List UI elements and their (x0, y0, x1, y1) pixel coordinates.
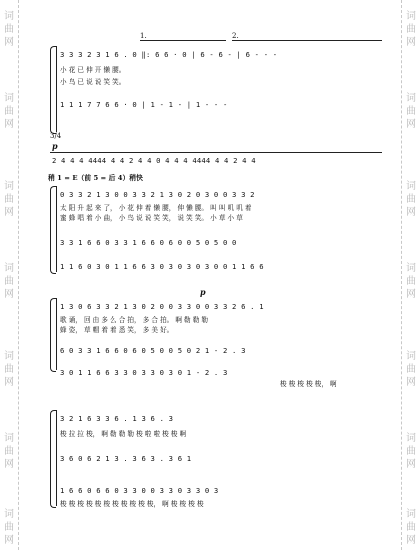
volta-bracket (232, 40, 382, 41)
watermark-block: 词 曲 网 (4, 181, 14, 218)
lyric-line-3: 梭 梭 梭 梭 梭， 啊 (280, 380, 337, 388)
lower-part-notes: 1 6 6 0 6 6 0 3 3 0 0 3 3 0 3 3 0 3 (60, 486, 219, 495)
volta-2-label: 2. (232, 32, 239, 40)
system-barline (56, 186, 57, 272)
watermark-block: 词 曲 网 (4, 263, 14, 300)
lyric-line-2: 蜜 蜂 唱 着 小 曲， 小 鸟 说 说 笑 笑， 说 笑 笑。 小 草 小 草 (60, 214, 243, 222)
lower-part-notes: 1 1 1 7 7 6 6 · 0 | 1 - 1 - | 1 - - - (60, 100, 228, 109)
middle-part-notes: 3 3 1 6 6 0 3 3 1 6 6 0 6 0 0 5 0 5 0 0 (60, 238, 237, 247)
volta-1-label: 1. (140, 32, 147, 40)
middle-part-notes: 3 6 0 6 2 1 3 . 3 6 3 . 3 6 1 (60, 454, 192, 463)
lower-part-notes: 3 0 1 1 6 6 3 3 0 3 3 0 3 0 1 - 2 . 3 (60, 368, 228, 377)
watermark-block: 词 曲 网 (406, 11, 416, 48)
watermark-block: 词 曲 网 (4, 11, 14, 48)
watermark-block: 词 曲 网 (406, 263, 416, 300)
watermark-block: 词 曲 网 (406, 509, 416, 546)
middle-part-notes: 6 0 3 3 1 6 6 0 6 0 5 0 0 5 0 2 1 - 2 . 3 (60, 346, 246, 355)
watermark-block: 词 曲 网 (406, 181, 416, 218)
lyric-line-2: 蜂 姿， 草 帽 着 着 悉 笑， 多 美 好。 (60, 326, 174, 334)
staff-line (50, 152, 382, 153)
watermark-block: 词 曲 网 (4, 93, 14, 130)
dynamic-mark: p (52, 141, 58, 151)
dynamic-mark: p (200, 287, 206, 297)
right-margin-watermark (401, 0, 420, 550)
lyric-line-2: 小 鸟 已 说 说 笑 笑。 (60, 78, 126, 86)
watermark-block: 词 曲 网 (406, 351, 416, 388)
watermark-block: 词 曲 网 (406, 93, 416, 130)
lower-part-notes: 1 1 6 0 3 0 1 1 6 6 3 0 3 0 3 0 3 0 0 1 1 6 6 (60, 262, 264, 271)
watermark-block: 词 曲 网 (4, 351, 14, 388)
section-mark: 3/4 (50, 132, 62, 140)
tempo-key-marking: 稍 1 = E（前 5 = 后 4）稍快 (48, 174, 143, 182)
lyric-line-1: 歌 诵， 回 由 多 么 合 拍， 多 合 拍。 啊 勒 勒 勒 (60, 316, 209, 324)
left-margin-watermark (0, 0, 19, 550)
lyric-line-1: 梭 拉 拉 梭， 啊 勒 勒 勒 梭 啦 啦 梭 梭 啊 (60, 430, 187, 438)
system-barline (56, 46, 57, 132)
lyric-line-1: 小 花 已 伸 开 懒 腰。 (60, 66, 126, 74)
upper-part-notes: 1 3 0 6 3 3 2 1 3 0 2 0 0 3 3 0 0 3 3 2 6 . 1 (60, 302, 264, 311)
upper-part-notes: 0 3 3 2 1 3 0 0 3 3 2 1 3 0 2 0 3 0 0 3 3 2 (60, 190, 255, 199)
lyric-line-3: 梭 梭 梭 梭 梭 梭 梭 梭 梭 梭 梭， 啊 梭 梭 梭 梭 (60, 500, 204, 508)
volta-bracket (140, 40, 226, 41)
system-barline (56, 298, 57, 370)
watermark-block: 词 曲 网 (406, 433, 416, 470)
lyric-line-1: 太 阳 升 起 来 了， 小 花 伸 着 懒 腰， 伸 懒 腰。 叫 叫 叽 叽 着 (60, 204, 252, 212)
interlude-notes: 2 4 4 4 4444 4 4 2 4 4 0 4 4 4 4444 4 4 2 4 4 (52, 156, 256, 165)
watermark-block: 词 曲 网 (4, 433, 14, 470)
watermark-block: 词 曲 网 (4, 509, 14, 546)
system-barline (56, 410, 57, 506)
upper-part-notes: 3 3 3 2 3 1 6 . 0 ‖: 6 6 · 0 | 6 - 6 - | 6 - - - (60, 50, 278, 59)
upper-part-notes: 3 2 1 6 3 3 6 . 1 3 6 . 3 (60, 414, 174, 423)
